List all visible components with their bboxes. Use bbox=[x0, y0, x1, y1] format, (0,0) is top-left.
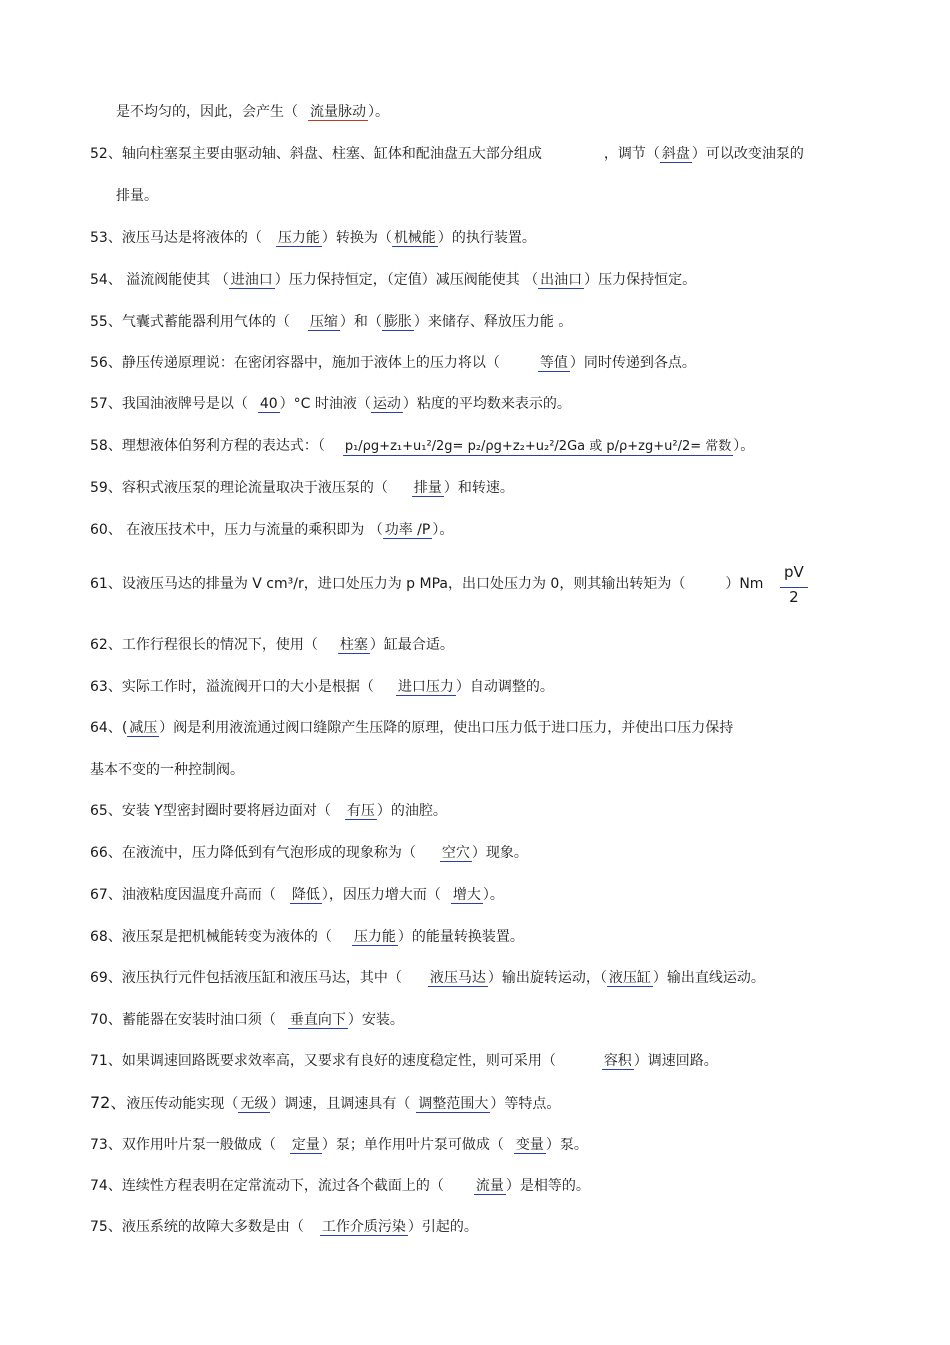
question-66: 66、在液流中，压力降低到有气泡形成的现象称为（ 空穴 ）现象。 bbox=[90, 845, 528, 861]
answer: 流量 bbox=[475, 1178, 504, 1194]
question-63: 63、实际工作时，溢流阀开口的大小是根据（ 进口压力 ）自动调整的。 bbox=[90, 679, 554, 695]
answer-formula: p₁/ρg+z₁+u₁²/2g= p₂/ρg+z₂+u₂²/2Ga 或 p/ρ+zg+u²/2= 常数 bbox=[344, 439, 732, 454]
answer-2: 变量 bbox=[515, 1137, 544, 1153]
question-58: 58、理想液体伯努利方程的表达式：（ p₁/ρg+z₁+u₁²/2g= p₂/ρg+z₂+u₂²/2Ga 或 p/ρ+zg+u²/2= 常数 ）。 bbox=[90, 438, 755, 454]
question-75: 75、液压系统的故障大多数是由（ 工作介质污染 ）引起的。 bbox=[90, 1219, 478, 1235]
answer: 有压 bbox=[346, 803, 375, 819]
answer-2: 运动 bbox=[372, 396, 401, 412]
answer-2: 液压缸 bbox=[608, 970, 651, 986]
question-64: 64、( 减压 ）阀是利用液流通过阀口缝隙产生压降的原理，使出口压力低于进口压力，并使出口压力保持 bbox=[90, 720, 734, 736]
answer: 流量脉动 bbox=[310, 104, 366, 120]
question-57: 57、我国油液牌号是以（ 40 ）°C 时油液（ 运动 ）粘度的平均数来表示的。 bbox=[90, 396, 571, 412]
question-53: 53、液压马达是将液体的（ 压力能 ）转换为（ 机械能 ）的执行装置。 bbox=[90, 230, 536, 246]
answer-2: 膨胀 bbox=[383, 314, 412, 330]
answer: 减压 bbox=[129, 720, 158, 736]
answer-1: 液压马达 bbox=[429, 970, 486, 986]
question-55: 55、气囊式蓄能器利用气体的（ 压缩 ）和（ 膨胀 ）来储存、释放压力能 。 bbox=[90, 314, 573, 330]
question-65: 65、安装 Y型密封圈时要将唇边面对（ 有压 ）的油腔。 bbox=[90, 803, 447, 819]
answer-1: 压缩 bbox=[309, 314, 338, 330]
question-56: 56、静压传递原理说：在密闭容器中，施加于液体上的压力将以（ 等值 ）同时传递到各点。 bbox=[90, 355, 696, 371]
answer: 进口压力 bbox=[397, 679, 454, 695]
answer-2: 调整范围大 bbox=[418, 1096, 489, 1112]
answer: 垂直向下 bbox=[289, 1012, 346, 1028]
answer-1: 40 bbox=[259, 396, 278, 412]
question-61: 61、设液压马达的排量为 V cm³/r，进口处压力为 p MPa，出口处压力为 0，则其输出转矩为（ ）Nm bbox=[90, 576, 764, 592]
answer: 工作介质污染 bbox=[321, 1219, 406, 1235]
answer-1: 无级 bbox=[240, 1096, 269, 1112]
question-51-continuation: 是不均匀的，因此，会产生（ 流量脉动 ）。 bbox=[116, 104, 389, 120]
question-71: 71、如果调速回路既要求效率高，又要求有良好的速度稳定性，则可采用（ 容积 ）调速回路。 bbox=[90, 1053, 718, 1069]
answer-1: 压力能 bbox=[277, 230, 320, 246]
question-67: 67、油液粘度因温度升高而（ 降低 ），因压力增大而（ 增大 ）。 bbox=[90, 887, 504, 903]
answer: 容积 bbox=[603, 1053, 632, 1069]
answer-1: 进油口 bbox=[230, 272, 273, 288]
question-62: 62、工作行程很长的情况下，使用（ 柱塞 ）缸最合适。 bbox=[90, 637, 454, 653]
answer-2: 出油口 bbox=[540, 272, 583, 288]
answer: 压力能 bbox=[353, 929, 396, 945]
answer-2: 机械能 bbox=[393, 230, 436, 246]
answer: 等值 bbox=[539, 355, 568, 371]
question-60: 60、 在液压技术中，压力与流量的乘积即为 （ 功率 /P ）。 bbox=[90, 522, 454, 538]
question-73: 73、双作用叶片泵一般做成（ 定量 ）泵；单作用叶片泵可做成（ 变量 ）泵。 bbox=[90, 1137, 588, 1153]
answer: 柱塞 bbox=[339, 637, 368, 653]
question-54: 54、 溢流阀能使其 （ 进油口 ）压力保持恒定，（定值）减压阀能使其 （ 出油口 ）压力保持恒定。 bbox=[90, 272, 697, 288]
question-72: 72、液压传动能实现（ 无级 ）调速，且调速具有（ 调整范围大 ）等特点。 bbox=[90, 1093, 561, 1112]
question-69: 69、液压执行元件包括液压缸和液压马达，其中（ 液压马达 ）输出旋转运动，（ 液压缸 ）输出直线运动。 bbox=[90, 970, 765, 986]
answer: 斜盘 bbox=[661, 146, 690, 162]
question-59: 59、容积式液压泵的理论流量取决于液压泵的（ 排量 ）和转速。 bbox=[90, 480, 514, 496]
torque-fraction bbox=[780, 563, 808, 606]
answer-1: 定量 bbox=[291, 1137, 320, 1153]
question-52-continuation: 排量。 bbox=[116, 188, 158, 204]
question-number: 72、 bbox=[90, 1093, 127, 1112]
question-70: 70、蓄能器在安装时油口须（ 垂直向下 ）安装。 bbox=[90, 1012, 404, 1028]
fraction-denominator: 2 bbox=[780, 587, 808, 606]
answer: 空穴 bbox=[441, 845, 470, 861]
question-52: 52、轴向柱塞泵主要由驱动轴、斜盘、柱塞、缸体和配油盘五大部分组成 ，调节（ 斜盘 ）可以改变油泵的 bbox=[90, 146, 804, 162]
answer-1: 降低 bbox=[291, 887, 320, 903]
fraction-numerator: pV bbox=[784, 563, 804, 581]
answer: 排量 bbox=[413, 480, 442, 496]
question-68: 68、液压泵是把机械能转变为液体的（ 压力能 ）的能量转换装置。 bbox=[90, 929, 524, 945]
question-64-continuation: 基本不变的一种控制阀。 bbox=[90, 762, 244, 778]
answer-2: 增大 bbox=[452, 887, 481, 903]
answer: 功率 /P bbox=[384, 522, 431, 538]
question-74: 74、连续性方程表明在定常流动下，流过各个截面上的（ 流量 ）是相等的。 bbox=[90, 1178, 590, 1194]
